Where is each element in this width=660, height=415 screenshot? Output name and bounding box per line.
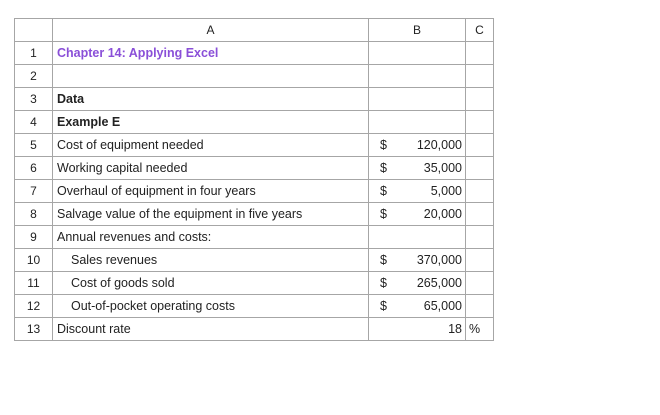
cell-b6[interactable]	[369, 157, 466, 180]
cell-c12[interactable]	[466, 295, 494, 318]
cell-c2[interactable]	[466, 65, 494, 88]
cell-b2[interactable]	[369, 65, 466, 88]
cell-a12[interactable]: Out-of-pocket operating costs	[53, 295, 369, 318]
currency-symbol: $	[380, 276, 387, 290]
cell-b12[interactable]	[369, 295, 466, 318]
row-number[interactable]: 8	[15, 203, 53, 226]
table-row	[15, 157, 494, 180]
cell-a7[interactable]: Overhaul of equipment in four years	[53, 180, 369, 203]
cell-a3[interactable]: Data	[53, 88, 369, 111]
row-number[interactable]: 6	[15, 157, 53, 180]
table-row	[15, 134, 494, 157]
table-row	[15, 272, 494, 295]
cell-a9[interactable]: Annual revenues and costs:	[53, 226, 369, 249]
column-header-c[interactable]: C	[466, 19, 494, 42]
cell-a11[interactable]: Cost of goods sold	[53, 272, 369, 295]
table-row	[15, 88, 494, 111]
cell-c6[interactable]	[466, 157, 494, 180]
cell-a1[interactable]: Chapter 14: Applying Excel	[53, 42, 369, 65]
column-header-a[interactable]: A	[53, 19, 369, 42]
row-number[interactable]: 3	[15, 88, 53, 111]
cell-c1[interactable]	[466, 42, 494, 65]
cell-b5[interactable]	[369, 134, 466, 157]
row-number[interactable]: 1	[15, 42, 53, 65]
table-row	[15, 226, 494, 249]
cell-a10[interactable]: Sales revenues	[53, 249, 369, 272]
table-row	[15, 111, 494, 134]
row-number[interactable]: 7	[15, 180, 53, 203]
cell-c9[interactable]	[466, 226, 494, 249]
cell-a8[interactable]: Salvage value of the equipment in five years	[53, 203, 369, 226]
row-number[interactable]: 5	[15, 134, 53, 157]
cell-a2[interactable]	[53, 65, 369, 88]
cell-a6[interactable]: Working capital needed	[53, 157, 369, 180]
row-number[interactable]: 13	[15, 318, 53, 341]
cell-c7[interactable]	[466, 180, 494, 203]
cell-c8[interactable]	[466, 203, 494, 226]
currency-symbol: $	[380, 299, 387, 313]
currency-symbol: $	[380, 161, 387, 175]
table-row	[15, 249, 494, 272]
cell-b3[interactable]	[369, 88, 466, 111]
column-header-row	[15, 19, 494, 42]
cell-a5[interactable]: Cost of equipment needed	[53, 134, 369, 157]
cell-b8[interactable]	[369, 203, 466, 226]
currency-symbol: $	[380, 184, 387, 198]
cell-c5[interactable]	[466, 134, 494, 157]
spreadsheet-grid	[14, 18, 494, 341]
cell-value: 35,000	[423, 161, 462, 175]
cell-a4[interactable]: Example E	[53, 111, 369, 134]
cell-b9[interactable]	[369, 226, 466, 249]
cell-value: 65,000	[423, 299, 462, 313]
cell-value: 18	[448, 322, 462, 336]
currency-symbol: $	[380, 207, 387, 221]
table-row	[15, 295, 494, 318]
cell-value: 265,000	[416, 276, 462, 290]
table-row	[15, 65, 494, 88]
row-number[interactable]: 9	[15, 226, 53, 249]
cell-b10[interactable]	[369, 249, 466, 272]
corner-cell[interactable]	[15, 19, 53, 42]
table-row	[15, 180, 494, 203]
row-number[interactable]: 2	[15, 65, 53, 88]
cell-b7[interactable]	[369, 180, 466, 203]
cell-c11[interactable]	[466, 272, 494, 295]
cell-c4[interactable]	[466, 111, 494, 134]
table-row	[15, 318, 494, 341]
cell-b1[interactable]	[369, 42, 466, 65]
cell-b13[interactable]	[369, 318, 466, 341]
cell-value: 20,000	[423, 207, 462, 221]
currency-symbol: $	[380, 138, 387, 152]
cell-value: 120,000	[416, 138, 462, 152]
cell-c3[interactable]	[466, 88, 494, 111]
row-number[interactable]: 12	[15, 295, 53, 318]
cell-b4[interactable]	[369, 111, 466, 134]
cell-c13[interactable]: %	[466, 318, 494, 341]
table-row	[15, 203, 494, 226]
column-header-b[interactable]: B	[369, 19, 466, 42]
cell-c10[interactable]	[466, 249, 494, 272]
row-number[interactable]: 11	[15, 272, 53, 295]
cell-value: 5,000	[430, 184, 462, 198]
currency-symbol: $	[380, 253, 387, 267]
table-row	[15, 42, 494, 65]
cell-b11[interactable]	[369, 272, 466, 295]
row-number[interactable]: 4	[15, 111, 53, 134]
cell-a13[interactable]: Discount rate	[53, 318, 369, 341]
cell-value: 370,000	[416, 253, 462, 267]
row-number[interactable]: 10	[15, 249, 53, 272]
